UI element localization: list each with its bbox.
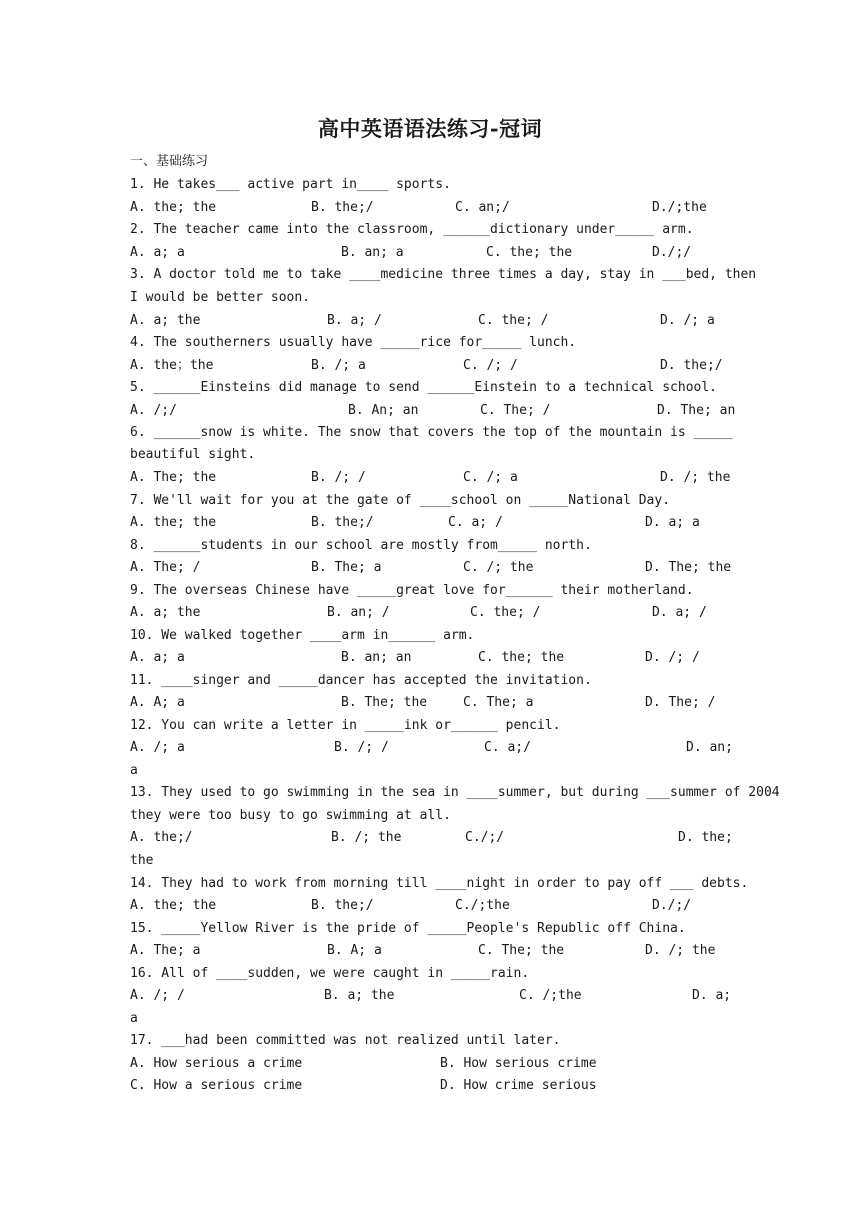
question-9: 9. The overseas Chinese have _____great love for______ their motherland. (130, 583, 694, 598)
q15-option-b: B. A; a (327, 943, 382, 958)
question-4: 4. The southerners usually have _____rice for_____ lunch. (130, 335, 577, 350)
q11-option-c: C. The; a (463, 695, 534, 710)
q1-option-a: A. the; the (130, 200, 217, 215)
q15-option-d: D. /; the (645, 943, 716, 958)
q12-option-d-cont: a (130, 763, 138, 778)
q1-option-c: C. an;/ (455, 200, 510, 215)
q17-option-c: C. How a serious crime (130, 1078, 303, 1093)
q16-option-b: B. a; the (324, 988, 395, 1003)
question-10: 10. We walked together ____arm in______ arm. (130, 628, 475, 643)
q4-option-c: C. /; / (463, 358, 518, 373)
q16-option-d-cont: a (130, 1011, 138, 1026)
question-8: 8. ______students in our school are mostly from_____ north. (130, 538, 592, 553)
q10-option-c: C. the; the (478, 650, 565, 665)
q10-option-b: B. an; an (341, 650, 412, 665)
q5-option-a: A. /;/ (130, 403, 177, 418)
q2-option-d: D./;/ (652, 245, 692, 260)
question-15: 15. _____Yellow River is the pride of _____People's Republic off China. (130, 921, 686, 936)
question-17: 17. ___had been committed was not realized until later. (130, 1033, 561, 1048)
q16-option-d: D. a; (692, 988, 732, 1003)
q9-option-d: D. a; / (652, 605, 707, 620)
q9-option-a: A. a; the (130, 605, 201, 620)
q8-option-c: C. /; the (463, 560, 534, 575)
question-12: 12. You can write a letter in _____ink or______ pencil. (130, 718, 561, 733)
q2-option-b: B. an; a (341, 245, 404, 260)
q15-option-a: A. The; a (130, 943, 201, 958)
question-5: 5. ______Einsteins did manage to send ______Einstein to a technical school. (130, 380, 717, 395)
question-13-cont: they were too busy to go swimming at all. (130, 808, 451, 823)
q3-option-b: B. a; / (327, 313, 382, 328)
q3-option-c: C. the; / (478, 313, 549, 328)
question-2: 2. The teacher came into the classroom, ______dictionary under_____ arm. (130, 222, 694, 237)
q5-option-d: D. The; an (657, 403, 736, 418)
q1-option-d: D./;the (652, 200, 707, 215)
q17-option-a: A. How serious a crime (130, 1056, 303, 1071)
question-3: 3. A doctor told me to take ____medicine three times a day, stay in ___bed, then (130, 267, 757, 282)
q5-option-b: B. An; an (348, 403, 419, 418)
q11-option-b: B. The; the (341, 695, 428, 710)
q14-option-c: C./;the (455, 898, 510, 913)
q12-option-a: A. /; a (130, 740, 185, 755)
q14-option-a: A. the; the (130, 898, 217, 913)
q4-option-d: D. the;/ (660, 358, 723, 373)
q3-option-a: A. a; the (130, 313, 201, 328)
q10-option-a: A. a; a (130, 650, 185, 665)
q11-option-a: A. A; a (130, 695, 185, 710)
q12-option-c: C. a;/ (484, 740, 531, 755)
section-heading: 一、基础练习 (130, 154, 209, 169)
q7-option-d: D. a; a (645, 515, 700, 530)
q1-option-b: B. the;/ (311, 200, 374, 215)
q14-option-d: D./;/ (652, 898, 692, 913)
q8-option-b: B. The; a (311, 560, 382, 575)
q16-option-a: A. /; / (130, 988, 185, 1003)
q6-option-d: D. /; the (660, 470, 731, 485)
q14-option-b: B. the;/ (311, 898, 374, 913)
question-11: 11. ____singer and _____dancer has accepted the invitation. (130, 673, 592, 688)
q13-option-d-cont: the (130, 853, 154, 868)
question-16: 16. All of ____sudden, we were caught in _____rain. (130, 966, 530, 981)
q13-option-a: A. the;/ (130, 830, 193, 845)
q5-option-c: C. The; / (480, 403, 551, 418)
q2-option-c: C. the; the (486, 245, 573, 260)
q11-option-d: D. The; / (645, 695, 716, 710)
q8-option-d: D. The; the (645, 560, 732, 575)
question-1: 1. He takes___ active part in____ sports. (130, 177, 451, 192)
q9-option-b: B. an; / (327, 605, 390, 620)
question-6: 6. ______snow is white. The snow that covers the top of the mountain is _____ (130, 425, 733, 440)
q12-option-d: D. an; (686, 740, 733, 755)
q4-option-a: A. the；the (130, 358, 214, 373)
q6-option-b: B. /; / (311, 470, 366, 485)
q2-option-a: A. a; a (130, 245, 185, 260)
question-3-cont: I would be better soon. (130, 290, 311, 305)
q17-option-d: D. How crime serious (440, 1078, 597, 1093)
q3-option-d: D. /; a (660, 313, 715, 328)
q12-option-b: B. /; / (334, 740, 389, 755)
page-title: 高中英语语法练习-冠词 (317, 116, 543, 141)
q6-option-c: C. /; a (463, 470, 518, 485)
q13-option-c: C./;/ (465, 830, 505, 845)
q4-option-b: B. /; a (311, 358, 366, 373)
q7-option-b: B. the;/ (311, 515, 374, 530)
q7-option-a: A. the; the (130, 515, 217, 530)
question-7: 7. We'll wait for you at the gate of ____school on _____National Day. (130, 493, 671, 508)
q10-option-d: D. /; / (645, 650, 700, 665)
q13-option-b: B. /; the (331, 830, 402, 845)
q16-option-c: C. /;the (519, 988, 582, 1003)
question-6-cont: beautiful sight. (130, 447, 256, 462)
q15-option-c: C. The; the (478, 943, 565, 958)
question-14: 14. They had to work from morning till ____night in order to pay off ___ debts. (130, 876, 749, 891)
q9-option-c: C. the; / (470, 605, 541, 620)
q13-option-d: D. the; (678, 830, 733, 845)
q17-option-b: B. How serious crime (440, 1056, 597, 1071)
question-13: 13. They used to go swimming in the sea in ____summer, but during ___summer of 2004 (130, 785, 780, 800)
q8-option-a: A. The; / (130, 560, 201, 575)
q7-option-c: C. a; / (448, 515, 503, 530)
q6-option-a: A. The; the (130, 470, 217, 485)
